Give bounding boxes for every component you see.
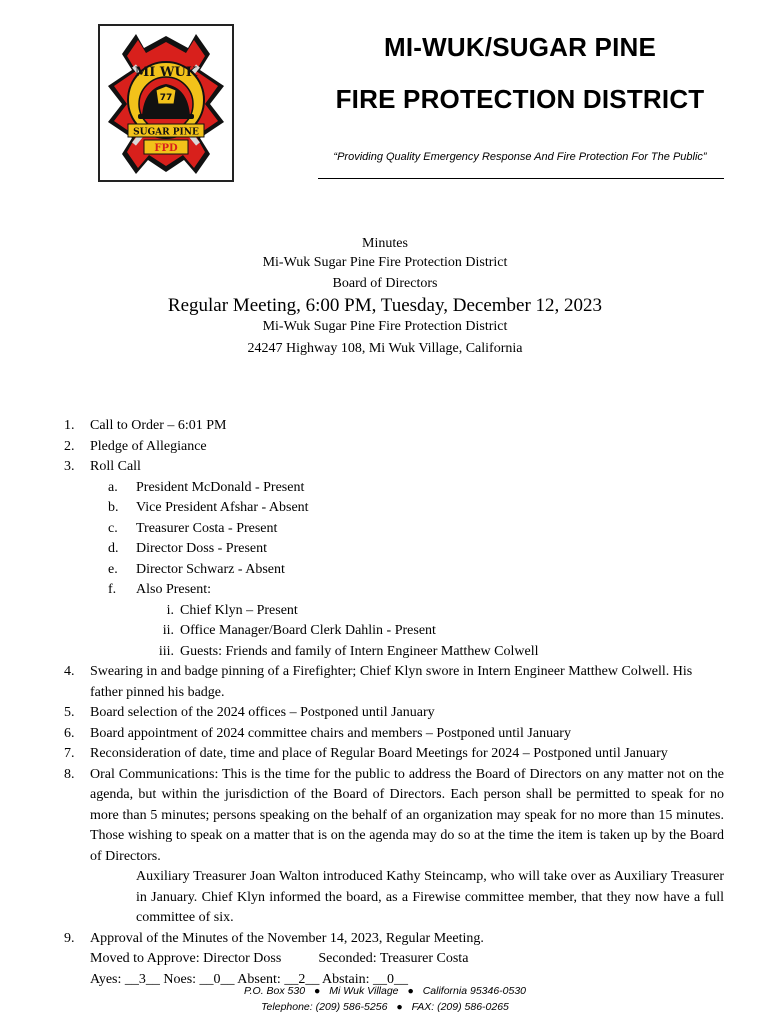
entry-letter: e. xyxy=(108,561,118,577)
district-title-line1: MI-WUK/SUGAR PINE xyxy=(383,32,657,62)
item-number: 7. xyxy=(64,746,75,761)
item-number: 2. xyxy=(64,438,75,454)
roll-call-entry xyxy=(108,539,724,560)
vote-tally: Ayes: __3__ Noes: __0__ Absent: __2__ Abstain: __0__ xyxy=(90,971,408,987)
roll-call-entry xyxy=(108,498,724,519)
item-text: Approval of the Minutes of the November 14, 2023, Regular Meeting. xyxy=(90,930,484,946)
minutes-agenda xyxy=(64,416,724,990)
bullet-separator: ● xyxy=(407,985,414,997)
item-number: 6. xyxy=(64,725,75,741)
agenda-item-1 xyxy=(64,416,724,437)
roll-call-entry xyxy=(108,478,724,499)
motion-line xyxy=(90,949,724,970)
meeting-address: 24247 Highway 108, Mi Wuk Village, California xyxy=(247,341,523,356)
oral-communications-note: Auxiliary Treasurer Joan Walton introduced Kathy Steincamp, who will take over as Auxiliary Treasurer in January. Chief Klyn informed the board, as a Firewise committee member, that they now have a full committee of six. xyxy=(136,869,724,925)
entry-text: Office Manager/Board Clerk Dahlin - Present xyxy=(180,623,436,638)
item-text: Oral Communications: This is the time for the public to address the Board of Directors on any matter not on the agenda, but within the jurisdiction of the Board of Directors. Each person shall be permitted to speak for no more than 5 minutes; persons speaking on the behalf of an organization may speak for no more than 15 minutes. Those wishing to speak on a matter that is on the agenda may do so at the time the item is taken up by the Board of Directors. xyxy=(90,766,724,864)
entry-text: Vice President Afshar - Absent xyxy=(136,500,309,515)
also-present-entry xyxy=(140,601,724,622)
item-number: 3. xyxy=(64,459,75,474)
board-name: Board of Directors xyxy=(332,276,438,291)
entry-letter: b. xyxy=(108,500,119,515)
meeting-title: Regular Meeting, 6:00 PM, Tuesday, December 12, 2023 xyxy=(167,295,603,316)
agenda-item-8 xyxy=(64,765,724,929)
agenda-item-5 xyxy=(64,703,724,724)
bullet-separator: ● xyxy=(396,1001,403,1013)
agenda-item-3 xyxy=(64,457,724,478)
entry-text: Guests: Friends and family of Intern Engineer Matthew Colwell xyxy=(180,643,539,659)
item-text: Call to Order – 6:01 PM xyxy=(90,418,227,433)
logo-top-text: MI WUK xyxy=(134,65,198,80)
footer-address xyxy=(0,985,770,997)
agenda-item-4 xyxy=(64,662,724,703)
item-number: 1. xyxy=(64,418,75,433)
agenda-item-9 xyxy=(64,929,724,991)
bullet-separator: ● xyxy=(314,985,321,997)
item-text: Board selection of the 2024 offices – Postponed until January xyxy=(90,705,435,720)
header-divider xyxy=(318,178,724,179)
item-text: Swearing in and badge pinning of a Firefighter; Chief Klyn swore in Intern Engineer Matthew Colwell. His father pinned his badge. xyxy=(90,664,693,700)
item-body xyxy=(90,929,724,991)
entry-text: Director Doss - Present xyxy=(136,541,268,556)
roll-call-entry xyxy=(108,580,724,601)
district-title-line2: FIRE PROTECTION DISTRICT xyxy=(335,84,705,114)
location-name: Mi-Wuk Sugar Pine Fire Protection District xyxy=(262,319,508,334)
entry-roman: iii. xyxy=(158,643,174,659)
entry-text: President McDonald - Present xyxy=(136,479,305,495)
footer-phone xyxy=(0,1001,770,1013)
entry-text: Director Schwarz - Absent xyxy=(136,561,285,577)
agenda-item-7 xyxy=(64,744,724,765)
item-number: 4. xyxy=(64,664,75,679)
entry-text: Also Present: xyxy=(136,582,212,597)
district-motto: “Providing Quality Emergency Response And Fire Protection For The Public” xyxy=(333,151,707,163)
moved-by: Moved to Approve: Director Doss xyxy=(90,951,282,966)
logo-number: 77 xyxy=(159,93,173,103)
item-number: 5. xyxy=(64,705,75,720)
entry-roman: ii. xyxy=(162,623,174,638)
item-body xyxy=(90,765,724,929)
logo-bottom-text: FPD xyxy=(154,143,178,154)
entry-text: Chief Klyn – Present xyxy=(180,602,298,618)
doc-type: Minutes xyxy=(362,236,408,251)
roll-call-entry xyxy=(108,560,724,581)
entry-letter: a. xyxy=(108,479,118,495)
footer-state-zip: California 95346-0530 xyxy=(422,985,527,997)
also-present-entry xyxy=(140,621,724,642)
logo-banner-text: SUGAR PINE xyxy=(133,127,199,138)
entry-letter: c. xyxy=(108,520,118,536)
fire-district-emblem-icon xyxy=(100,26,232,180)
footer-telephone: Telephone: (209) 586-5256 xyxy=(261,1001,388,1013)
item-text: Reconsideration of date, time and place of Regular Board Meetings for 2024 – Postponed until January xyxy=(90,746,668,761)
also-present-entry xyxy=(140,642,724,663)
item-text: Roll Call xyxy=(90,459,141,474)
roll-call-entry xyxy=(108,519,724,540)
agenda-item-6 xyxy=(64,724,724,745)
item-text: Board appointment of 2024 committee chairs and members – Postponed until January xyxy=(90,725,571,741)
entry-roman: i. xyxy=(166,602,174,618)
district-logo xyxy=(98,24,234,182)
footer-fax: FAX: (209) 586-0265 xyxy=(411,1001,509,1013)
item-number: 9. xyxy=(64,930,75,946)
entry-letter: f. xyxy=(108,582,117,597)
entry-text: Treasurer Costa - Present xyxy=(136,520,278,536)
entry-letter: d. xyxy=(108,541,119,556)
agenda-item-2 xyxy=(64,437,724,458)
district-name: Mi-Wuk Sugar Pine Fire Protection District xyxy=(262,255,508,270)
item-number: 8. xyxy=(64,766,75,782)
footer-po-box: P.O. Box 530 xyxy=(243,985,306,997)
item-text: Pledge of Allegiance xyxy=(90,438,207,454)
footer-village: Mi Wuk Village xyxy=(329,985,399,997)
seconded-by: Seconded: Treasurer Costa xyxy=(318,951,469,966)
